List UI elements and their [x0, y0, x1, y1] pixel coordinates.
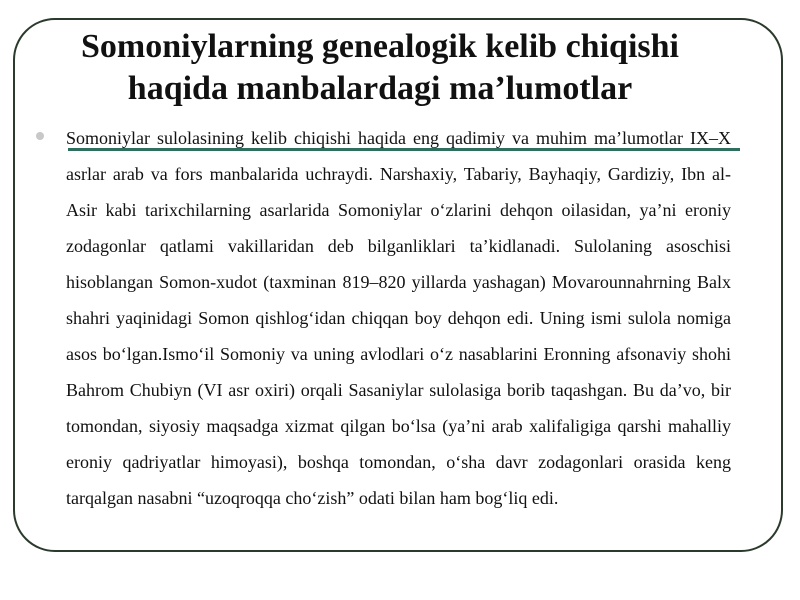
- bullet-icon: [36, 132, 44, 140]
- body-text: Somoniylar sulolasining kelib chiqishi haqida eng qadimiy va muhim ma’lumotlar IX–X asrlar arab va fors manbalarida uchraydi. Narshaxiy, Tabariy, Bayhaqiy, Gardiziy, Ibn al-Asir kabi tarixchilarning asarlarida Somoniylar o‘zlarini dehqon oilasidan, ya’ni eroniy zodagonlar qatlami vakillaridan deb bilganliklari ta’kidlanadi. Sulolaning asoschisi hisoblangan Somon-xudot (taxminan 819–820 yillarda yashagan) Movarounnahrning Balx shahri yaqinidagi Somon qishlog‘idan chiqqan boy dehqon edi. Uning ismi sulola nomiga asos bo‘lgan.Ismo‘il Somoniy va uning avlodlari o‘z nasablarini Eronning afsonaviy shohi Bahrom Chubiyn (VI asr oxiri) orqali Sasaniylar sulolasiga borib taqashgan. Bu da’vo, bir tomondan, siyosiy maqsadga xizmat qilgan bo‘lsa (ya’ni arab xalifaligiga qarshi mahalliy eroniy qadriyatlar himoyasi), boshqa tomondan, o‘sha davr zodagonlari orasida keng tarqalgan nasabni “uzoqroqqa cho‘zish” odati bilan ham bog‘liq edi.: [66, 128, 731, 508]
- slide-title: Somoniylarning genealogik kelib chiqishi haqida manbalardagi ma’lumotlar: [81, 28, 679, 107]
